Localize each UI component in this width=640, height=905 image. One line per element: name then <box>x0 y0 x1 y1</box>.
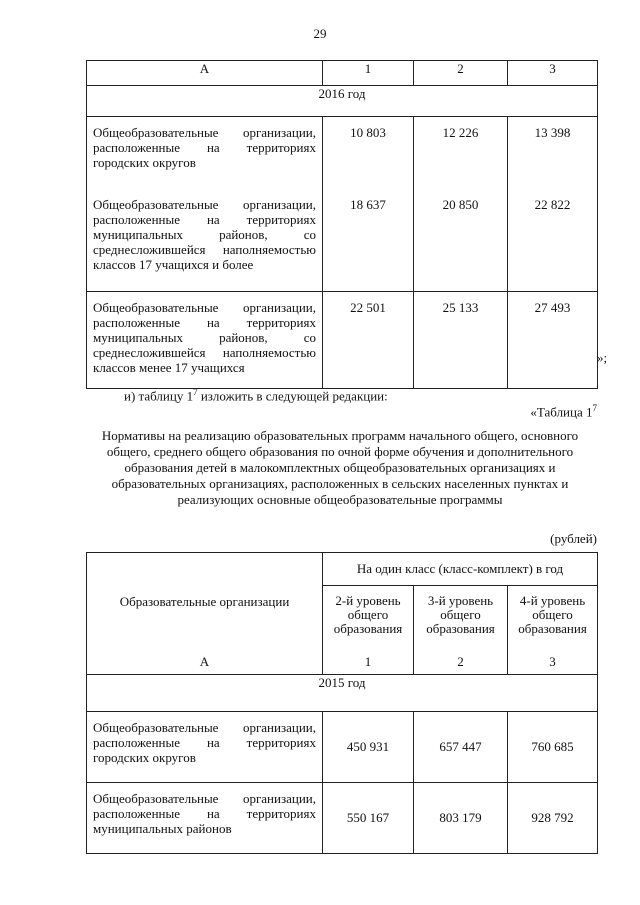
column-header-2: 2 <box>414 61 508 86</box>
year-row <box>87 675 598 712</box>
row-label: Общеобразовательные организации, расположенные на территориях муниципальных районов <box>87 783 323 854</box>
page-number: 29 <box>313 26 327 41</box>
table-row <box>87 712 598 783</box>
row-value: 550 167 <box>323 783 414 854</box>
row-value: 803 179 <box>414 783 508 854</box>
sub-header-level-4: 4-й уровень общего образования <box>508 586 598 651</box>
table-heading: Нормативы на реализацию образовательных программ начального общего, основного общего, среднего общего образования по очной форме обучения и дополнительного образования детей в малокомплектных общеобразовательных организациях и образовательных организациях, расположенных в сельских населенных пунктах и реализующих основные общеобразовательные программы <box>101 428 579 507</box>
column-index-row <box>87 650 598 675</box>
group-header-row <box>87 553 598 586</box>
row-value: 760 685 <box>508 712 598 783</box>
row-value: 10 803 <box>323 117 414 190</box>
table-2015 <box>86 552 598 854</box>
column-header-3: 3 <box>508 61 598 86</box>
column-header-a: А <box>87 650 323 675</box>
row-value: 13 398 <box>508 117 598 190</box>
row-value: 27 493 <box>508 292 598 389</box>
row-value: 25 133 <box>414 292 508 389</box>
amendment-paragraph <box>124 387 388 404</box>
row-value: 657 447 <box>414 712 508 783</box>
sub-header-level-3: 3-й уровень общего образования <box>414 586 508 651</box>
year-row <box>87 86 598 117</box>
table-caption <box>530 403 597 420</box>
row-value: 20 850 <box>414 189 508 292</box>
row-label: Общеобразовательные организации, расположенные на территориях городских округов <box>87 117 323 190</box>
table-2016 <box>86 60 598 389</box>
row-value: 12 226 <box>414 117 508 190</box>
row-label: Общеобразовательные организации, расположенные на территориях муниципальных районов, со среднесложившейся наполняемостью классов 17 учащихся и более <box>87 189 323 292</box>
table-header-row <box>87 61 598 86</box>
table-caption-superscript: 7 <box>592 403 597 413</box>
table-row <box>87 117 598 190</box>
table-row <box>87 189 598 292</box>
year-label: 2016 год <box>87 86 598 117</box>
row-label: Общеобразовательные организации, расположенные на территориях муниципальных районов, со среднесложившейся наполняемостью классов менее 17 учащихся <box>87 292 323 389</box>
row-value: 18 637 <box>323 189 414 292</box>
row-value: 22 501 <box>323 292 414 389</box>
group-header: На один класс (класс-комплект) в год <box>323 553 598 586</box>
table-row <box>87 783 598 854</box>
table-caption-text: «Таблица 1 <box>530 404 593 420</box>
column-header-3: 3 <box>508 650 598 675</box>
paragraph-suffix: изложить в следующей редакции: <box>197 388 388 404</box>
row-value: 450 931 <box>323 712 414 783</box>
table-row <box>87 292 598 389</box>
column-header-1: 1 <box>323 650 414 675</box>
org-header: Образовательные организации <box>87 553 323 651</box>
units-label: (рублей) <box>550 531 597 546</box>
year-label: 2015 год <box>87 675 598 712</box>
sub-header-level-2: 2-й уровень общего образования <box>323 586 414 651</box>
column-header-1: 1 <box>323 61 414 86</box>
row-label: Общеобразовательные организации, расположенные на территориях городских округов <box>87 712 323 783</box>
paragraph-superscript: 7 <box>193 387 198 397</box>
row-value: 928 792 <box>508 783 598 854</box>
column-header-2: 2 <box>414 650 508 675</box>
closing-quote: »; <box>597 350 608 365</box>
row-value: 22 822 <box>508 189 598 292</box>
column-header-a: А <box>87 61 323 86</box>
paragraph-prefix: и) таблицу 1 <box>124 388 194 404</box>
